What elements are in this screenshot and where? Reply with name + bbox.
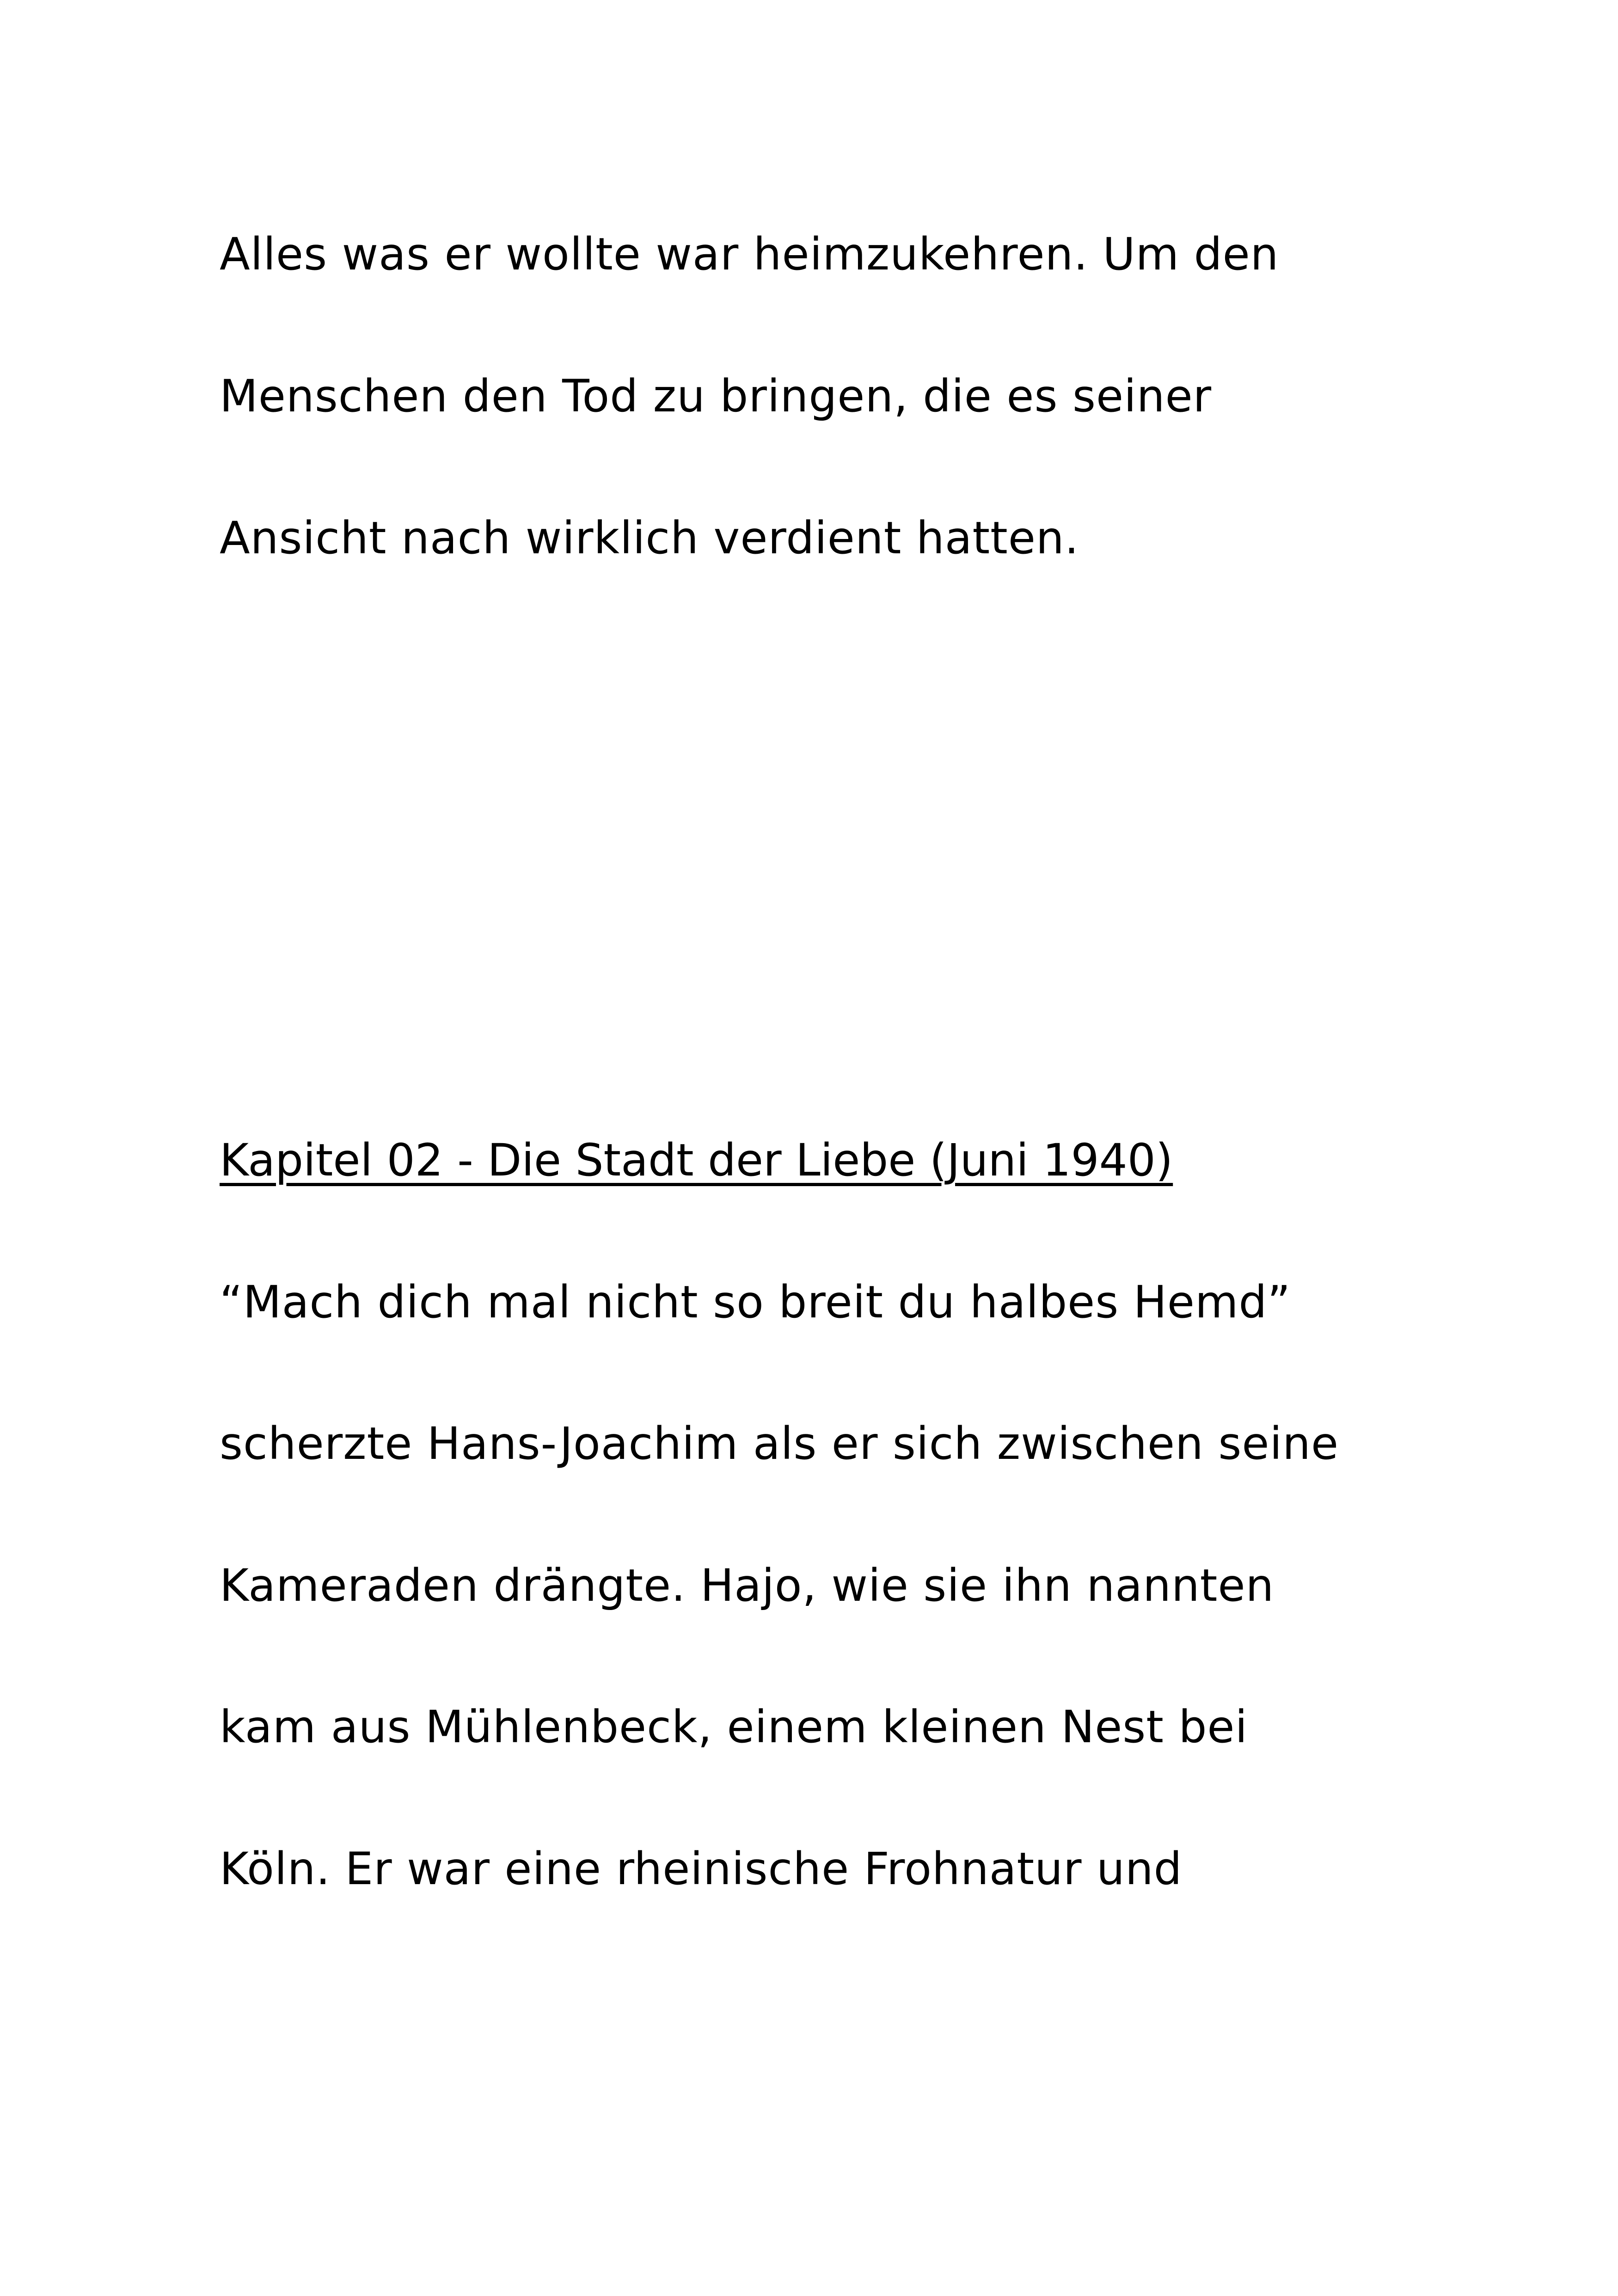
text-line: Menschen den Tod zu bringen, die es seiner (220, 370, 1212, 422)
text-line: Kameraden drängte. Hajo, wie sie ihn nannten (220, 1560, 1275, 1611)
text-line: Köln. Er war eine rheinische Frohnatur und (220, 1843, 1183, 1895)
chapter-heading: Kapitel 02 - Die Stadt der Liebe (Juni 1940) (220, 1134, 1173, 1186)
text-line: “Mach dich mal nicht so breit du halbes Hemd” (220, 1276, 1291, 1328)
text-line: Ansicht nach wirklich verdient hatten. (220, 512, 1079, 564)
text-line: Alles was er wollte war heimzukehren. Um den (220, 228, 1279, 280)
text-line: kam aus Mühlenbeck, einem kleinen Nest bei (220, 1701, 1248, 1753)
text-line: scherzte Hans-Joachim als er sich zwischen seine (220, 1418, 1339, 1469)
